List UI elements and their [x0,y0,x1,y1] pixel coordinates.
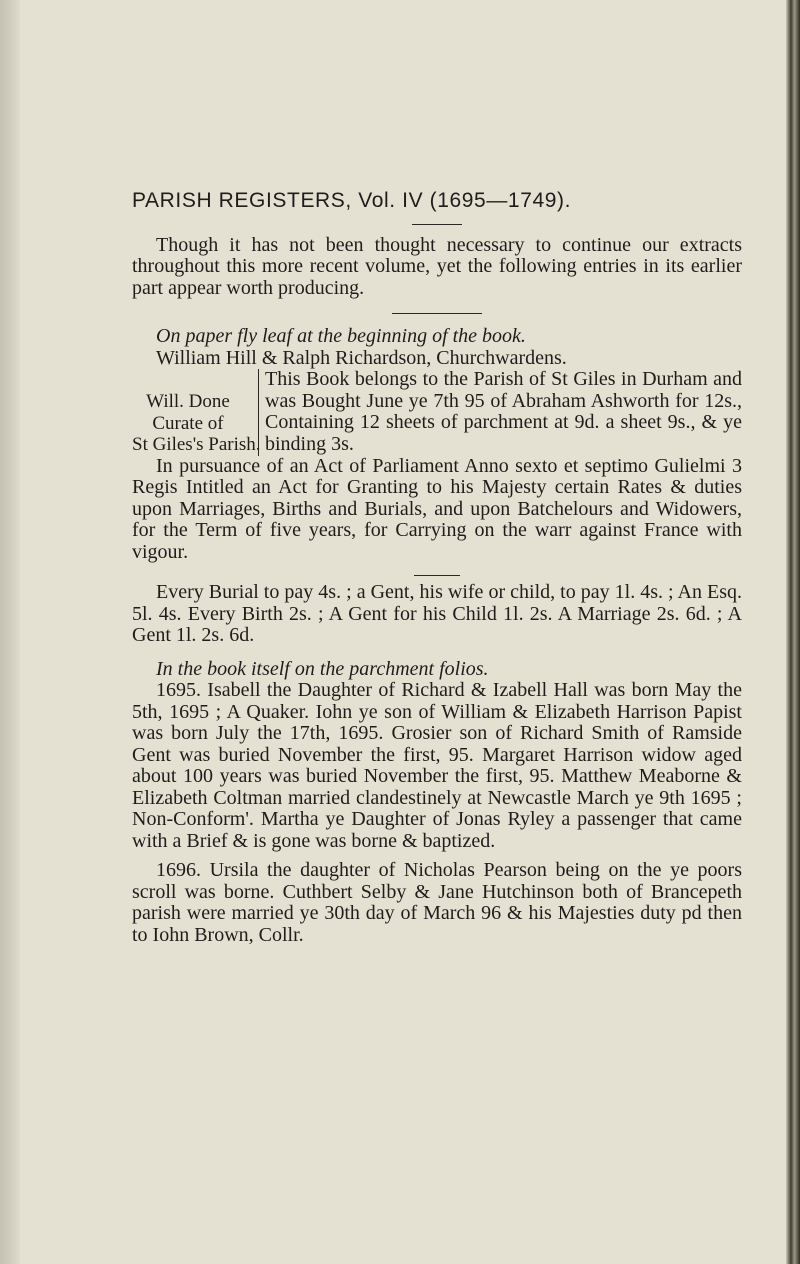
page-edge-shadow [786,0,800,1264]
page-gutter [0,0,20,1264]
rule-divider [412,224,462,225]
churchwardens-line: William Hill & Ralph Richardson, Churchwardens. [156,346,567,369]
entry-1695: 1695. Isabell the Daughter of Richard & Izabell Hall was born May the 5th, 1695 ; A Quaker. Iohn ye son of William & Elizabeth Harrison Papist was born July the 17th, 1695. Grosier son of Richard Smith of Ramside Gent was buried November the first, 95. Margaret Harrison widow aged about 100 years was buried November the first, 95. Matthew Meaborne & Elizabeth Coltman married clandestinely at Newcastle March ye 9th 1695 ; Non-Conform'. Martha ye Daughter of Jonas Ryley a passenger that came with a Brief & is gone was borne & baptized. [132,679,742,852]
folios-heading: In the book itself on the parchment folios. [156,657,489,680]
curate-margin-note [132,369,261,456]
margin-note-line: Will. Done [146,391,230,412]
flyleaf-heading: On paper fly leaf at the beginning of the book. [156,325,526,347]
margin-note-line: Curate of [152,412,224,434]
running-head: PARISH REGISTERS, Vol. IV (1695—1749). [132,189,572,212]
entry-1696: 1696. Ursila the daughter of Nicholas Pearson being on the ye poors scroll was borne. Cuthbert Selby & Jane Hutchinson both of Brancepeth parish were married ye 30th day of March 96 & his Majesties duty pd then to Iohn Brown, Collr. [132,859,742,946]
intro-paragraph: Though it has not been thought necessary to continue our extracts throughout this more recent volume, yet the following entries in its earlier part appear worth producing. [132,233,742,299]
act-paragraph: In pursuance of an Act of Parliament Anno sexto et septimo Gulielmi 3 Regis Intitled an Act for Granting to his Majesty certain Rates & duties upon Marriages, Births and Burials, and upon Batchelours and Widowers, for the Term of five years, for Carrying on the warr against France with vigour. [132,454,742,563]
page-text [132,190,742,946]
bracketed-note [132,369,742,456]
margin-note-line: St Giles's Parish. [132,434,261,455]
rates-paragraph: Every Burial to pay 4s. ; a Gent, his wife or child, to pay 1l. 4s. ; An Esq. 5l. 4s. Every Birth 2s. ; A Gent for his Child 1l. 2s. A Marriage 2s. 6d. ; A Gent 1l. 2s. 6d. [132,581,742,646]
book-purchase-note: This Book belongs to the Parish of St Giles in Durham and was Bought June ye 7th 95 of Abraham Ashworth for 12s., Containing 12 sheets of parchment at 9d. a sheet 9s., & ye binding 3s. [258,369,742,456]
rule-divider [414,575,460,576]
rule-divider [392,313,482,314]
